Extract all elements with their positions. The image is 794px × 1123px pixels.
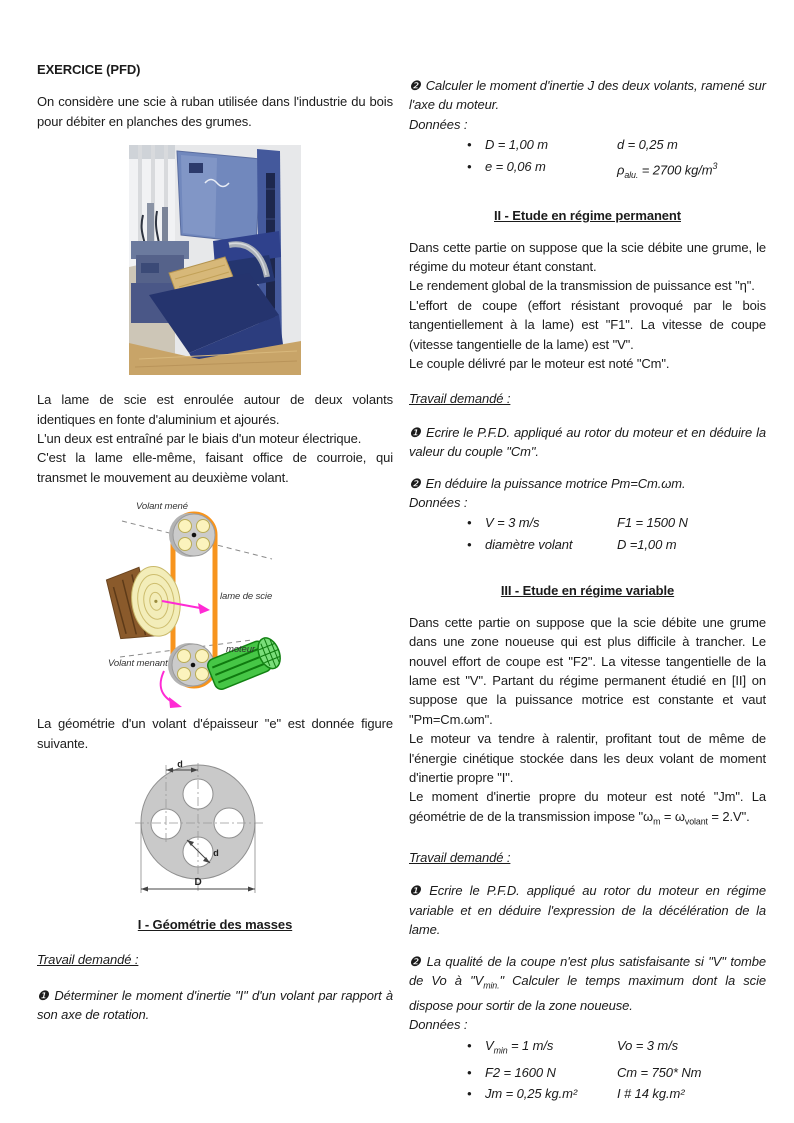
body-paragraph: L'effort de coupe (effort résistant provoqué par le bois tangentiellement à la lame) est "F1". La vitesse de coupe (vitesse tangentielle de la lame) est "V". (409, 297, 766, 352)
body-paragraph: Le rendement global de la transmission de puissance est "η". (409, 278, 755, 294)
svg-text:d: d (176, 759, 183, 770)
data-value: D = 1,00 m (485, 137, 548, 153)
body-line-1: La lame de scie est enroulée autour de deux volants identiques en fonte d'aluminium et ajourés. (37, 392, 393, 427)
section3-title: III - Etude en régime variable (500, 583, 675, 599)
task-2-1 (409, 423, 766, 462)
description-paragraph (37, 390, 393, 487)
body-paragraph: Le couple délivré par le moteur est noté "Cm". (409, 355, 670, 371)
data-row (409, 1062, 766, 1084)
data-value: $V_{min} = 1$ m/s (485, 1037, 554, 1056)
bullet-icon: • (467, 1037, 472, 1053)
task-1-2-text: Calculer le moment d'inertie J des deux volants, ramené sur l'axe du moteur. (409, 78, 767, 113)
bullet-icon: • (467, 1086, 472, 1102)
bullet-icon: • (467, 158, 472, 174)
data-value: F1 = 1500 N (617, 515, 688, 531)
left-column (37, 60, 393, 1025)
travail-label-3: Travail demandé : (409, 849, 511, 865)
section2-title: II - Etude en régime permanent (494, 208, 681, 224)
data-row (409, 134, 766, 156)
label-volant-menant: Volant menant (108, 658, 168, 670)
body-paragraph: Dans cette partie on suppose que la scie débite une grume, le régime du moteur étant constant. (409, 239, 766, 274)
donnees-label-1: Données : (409, 116, 468, 132)
circled-1-icon: ❶ (409, 424, 421, 440)
data-row (409, 1035, 766, 1062)
task-3-1-text: Ecrire le P.F.D. appliqué au rotor du moteur en régime variable et en déduire l'expression de la décélération de la lame. (409, 883, 766, 938)
travail-label-2: Travail demandé : (409, 391, 511, 407)
task-1-2 (409, 76, 766, 115)
svg-text:D: D (193, 877, 202, 889)
intro-paragraph: On considère une scie à ruban utilisée dans l'industrie du bois pour débiter en planches des grumes. (37, 94, 393, 129)
bandsaw-photo (129, 145, 301, 375)
body-line-2: L'un deux est entraîné par le biais d'un moteur électrique. (37, 431, 362, 447)
data-value: Vo = 3 m/s (617, 1037, 679, 1053)
task-3-1 (409, 881, 766, 939)
task-3-2-text: La qualité de la coupe n'est plus satisfaisante si "V" tombe de Vo à "$V_{min.}$" Calculer le temps maximum dont la scie dispose pour sortir de la zone noueuse. (409, 953, 767, 1013)
bullet-icon: • (467, 1064, 472, 1080)
data-value: d = 0,25 m (617, 137, 678, 153)
data-value: V = 3 m/s (485, 515, 540, 531)
circled-2-icon: ❷ (409, 953, 422, 969)
task-1-1-text: Déterminer le moment d'inertie "I" d'un volant par rapport à son axe de rotation. (37, 987, 393, 1023)
body-line-3: C'est la lame elle-même, faisant office de courroie, qui transmet le mouvement au deuxième volant. (37, 450, 393, 485)
right-column (409, 76, 766, 1105)
label-volant-mene: Volant mené (136, 501, 188, 513)
label-moteur: moteur (226, 644, 255, 656)
body-paragraph: Le moteur va tendre à ralentir, profitant tout de même de l'énergie cinétique stockée dans les deux volant de moment d'inertie propre "I". (409, 731, 766, 786)
circled-2-icon: ❷ (409, 78, 421, 93)
donnees-label-2: Données : (409, 495, 468, 511)
driven-flywheel (169, 513, 215, 557)
section2-body (409, 238, 766, 374)
circled-1-icon: ❶ (37, 987, 50, 1003)
section3-body (409, 613, 766, 832)
pulley-diagram (100, 495, 330, 710)
task-3-2 (409, 952, 766, 1016)
data-value: $\rho_{alu.} = 2700$ $kg/m^3$ (617, 160, 718, 180)
task-2-1-text: Ecrire le P.F.D. appliqué au rotor du moteur et en déduire la valeur du couple "Cm". (409, 424, 767, 460)
section1-title: I - Géométrie des masses (137, 917, 293, 933)
donnees-label-3: Données : (409, 1017, 468, 1033)
travail-label-1: Travail demandé : (37, 952, 139, 968)
svg-text:d: d (212, 848, 219, 859)
geometry-intro: La géométrie d'un volant d'épaisseur "e" est donnée figure suivante. (37, 716, 393, 751)
data-value: F2 = 1600 N (485, 1064, 556, 1080)
data-row (409, 156, 766, 186)
data-value: D =1,00 m (617, 536, 677, 552)
data-value: e = 0,06 m (485, 158, 546, 174)
data-row (409, 534, 766, 556)
exercise-heading: EXERCICE (PFD) (37, 62, 141, 77)
bullet-icon: • (467, 515, 472, 531)
data-value: I # 14 kg.m² (617, 1086, 685, 1102)
data-value: diamètre volant (485, 536, 573, 552)
data-value: Jm = 0,25 kg.m² (485, 1086, 578, 1102)
bullet-icon: • (467, 536, 472, 552)
task-2-2 (409, 474, 766, 493)
data-value: Cm = 750* Nm (617, 1064, 702, 1080)
data-row (409, 1083, 766, 1105)
label-lame-de-scie: lame de scie (220, 591, 273, 603)
circled-2-icon: ❷ (409, 475, 421, 491)
flywheel-geometry-figure (133, 759, 298, 909)
circled-1-icon: ❶ (409, 883, 425, 899)
task-2-2-text: En déduire la puissance motrice Pm=Cm.ωm. (425, 475, 686, 491)
bullet-icon: • (467, 137, 472, 153)
body-paragraph: Le moment d'inertie propre du moteur est noté "Jm". La géométrie de de la transmission impose "$\omega_m = \omega_{volant} = 2.V$". (409, 789, 766, 827)
task-1-1 (37, 986, 393, 1025)
body-paragraph: Dans cette partie on suppose que la scie débite une grume dans une zone noueuse qui est plus difficile à trancher. Le nouvel effort de coupe est "F2". La vitesse tangentielle de la lame est "V". Partant du régime permanent étudié en [II] on suppose que la puissance motrice est constante et vaut "Pm=Cm.ωm". (409, 614, 766, 727)
data-row (409, 512, 766, 534)
